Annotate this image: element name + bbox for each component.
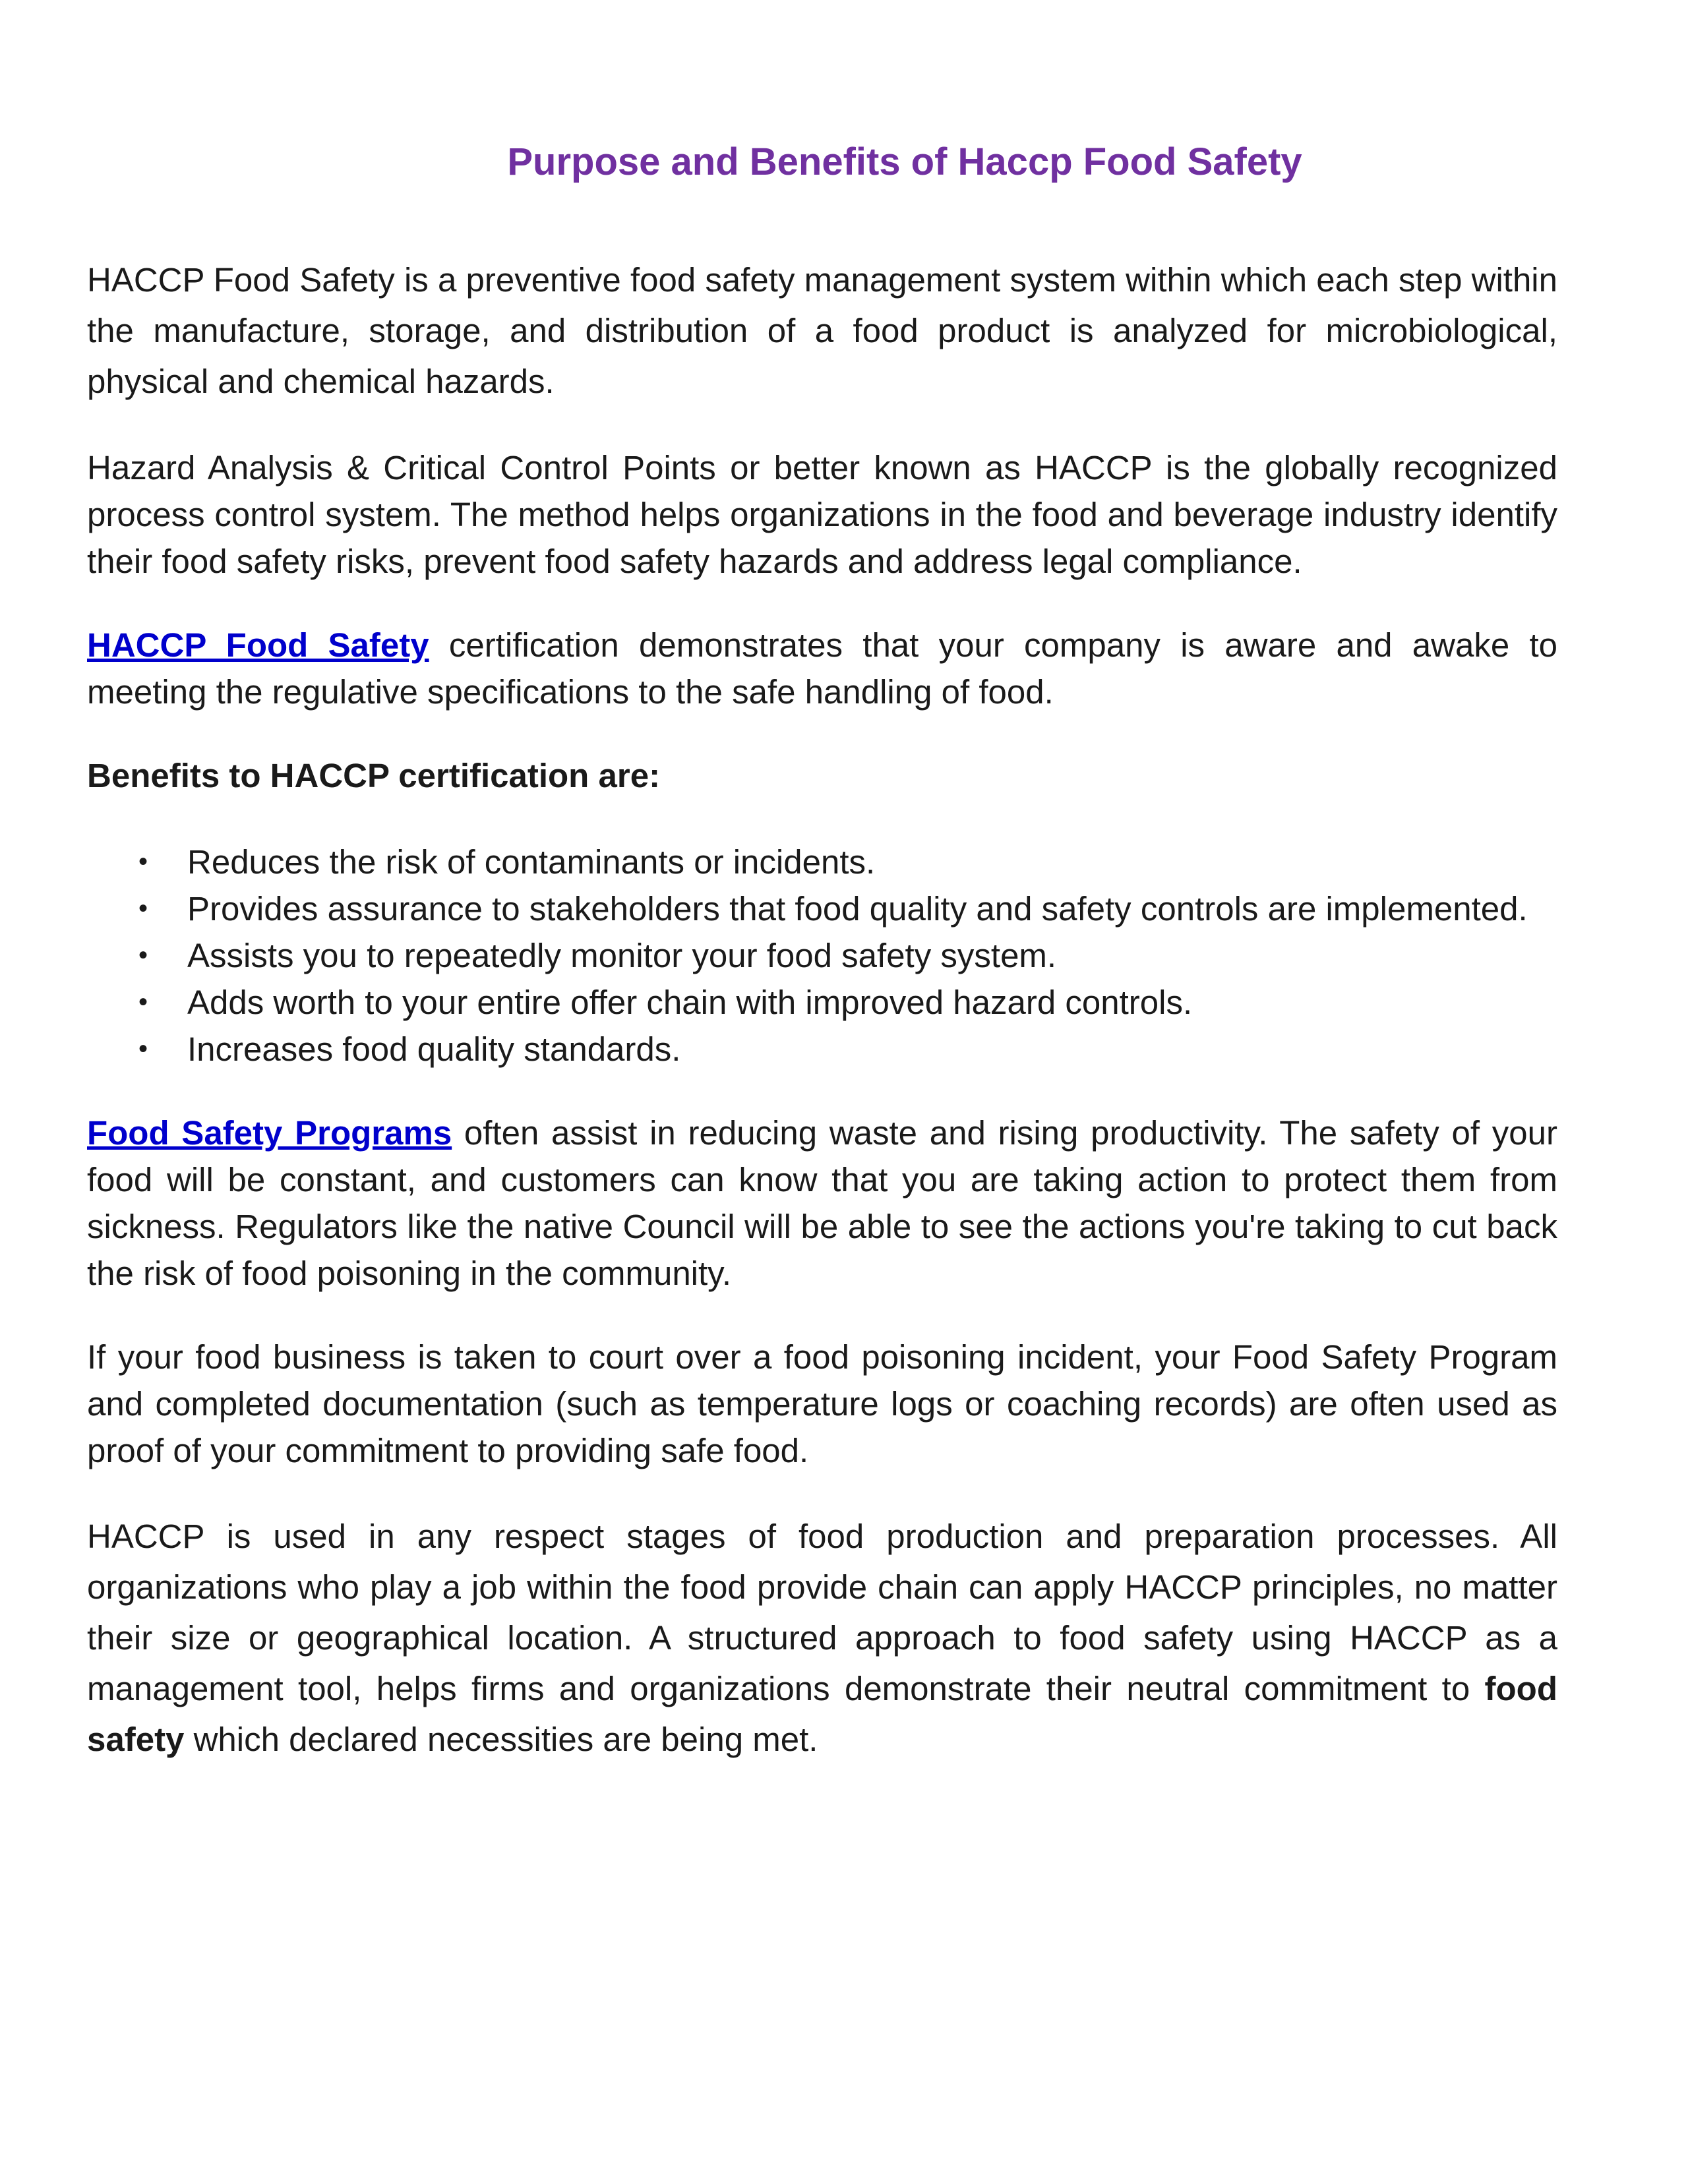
certification-paragraph-text: certification demonstrates that your company is aware and awake to meeting the regulative specifications to the safe handling of food. — [87, 626, 1557, 711]
food-safety-programs-paragraph-text: often assist in reducing waste and rising productivity. The safety of your food will be constant, and customers can know that you are taking action to protect them from sickness. Regulators like the native Council will be able to see the actions you're taking to cut back the risk of food poisoning in the community. — [87, 1114, 1557, 1292]
food-safety-bold-term: food safety — [87, 1670, 1557, 1758]
list-item — [87, 839, 1557, 885]
benefits-heading: Benefits to HACCP certification are: — [87, 757, 661, 794]
bullet-icon: • — [138, 847, 148, 876]
list-item — [87, 932, 1557, 979]
document-page — [87, 119, 1557, 1765]
court-paragraph: If your food business is taken to court over a food poisoning incident, your Food Safety Program and completed documentation (such as temperature logs or coaching records) are often used as proof of your commitment to providing safe food. — [87, 1338, 1557, 1469]
intro-paragraph: HACCP Food Safety is a preventive food safety management system within which each step within the manufacture, storage, and distribution of a food product is analyzed for microbiological, physical and chemical hazards. — [87, 261, 1557, 400]
list-item — [87, 1026, 1557, 1073]
list-item-text: Assists you to repeatedly monitor your food safety system. — [187, 937, 1057, 974]
haccp-definition-paragraph: Hazard Analysis & Critical Control Points or better known as HACCP is the globally recognized process control system. The method helps organizations in the food and beverage industry identify their food safety risks, prevent food safety hazards and address legal compliance. — [87, 449, 1557, 580]
haccp-usage-text-after: which declared necessities are being met. — [184, 1721, 818, 1758]
list-item — [87, 979, 1557, 1026]
haccp-usage-paragraph — [87, 1511, 1557, 1765]
bullet-icon: • — [138, 988, 148, 1017]
page-title: Purpose and Benefits of Haccp Food Safety — [507, 140, 1302, 183]
bullet-icon: • — [138, 894, 148, 923]
benefits-list — [87, 839, 1557, 1073]
list-item-text: Provides assurance to stakeholders that food quality and safety controls are implemented. — [187, 890, 1528, 928]
food-safety-programs-link[interactable]: Food Safety Programs — [87, 1114, 452, 1152]
bullet-icon: • — [138, 1034, 148, 1063]
list-item-text: Adds worth to your entire offer chain with improved hazard controls. — [187, 984, 1193, 1021]
haccp-usage-text-before: HACCP is used in any respect stages of food production and preparation processes. All organizations who play a job within the food provide chain can apply HACCP principles, no matter their size or geographical location. A structured approach to food safety using HACCP as a management tool, helps firms and organizations demonstrate their neutral commitment to — [87, 1518, 1557, 1707]
list-item — [87, 885, 1557, 932]
certification-paragraph — [87, 622, 1557, 715]
food-safety-programs-paragraph — [87, 1109, 1557, 1297]
list-item-text: Reduces the risk of contaminants or incidents. — [187, 843, 876, 881]
bullet-icon: • — [138, 941, 148, 970]
list-item-text: Increases food quality standards. — [187, 1030, 681, 1068]
haccp-food-safety-link[interactable]: HACCP Food Safety — [87, 626, 429, 664]
